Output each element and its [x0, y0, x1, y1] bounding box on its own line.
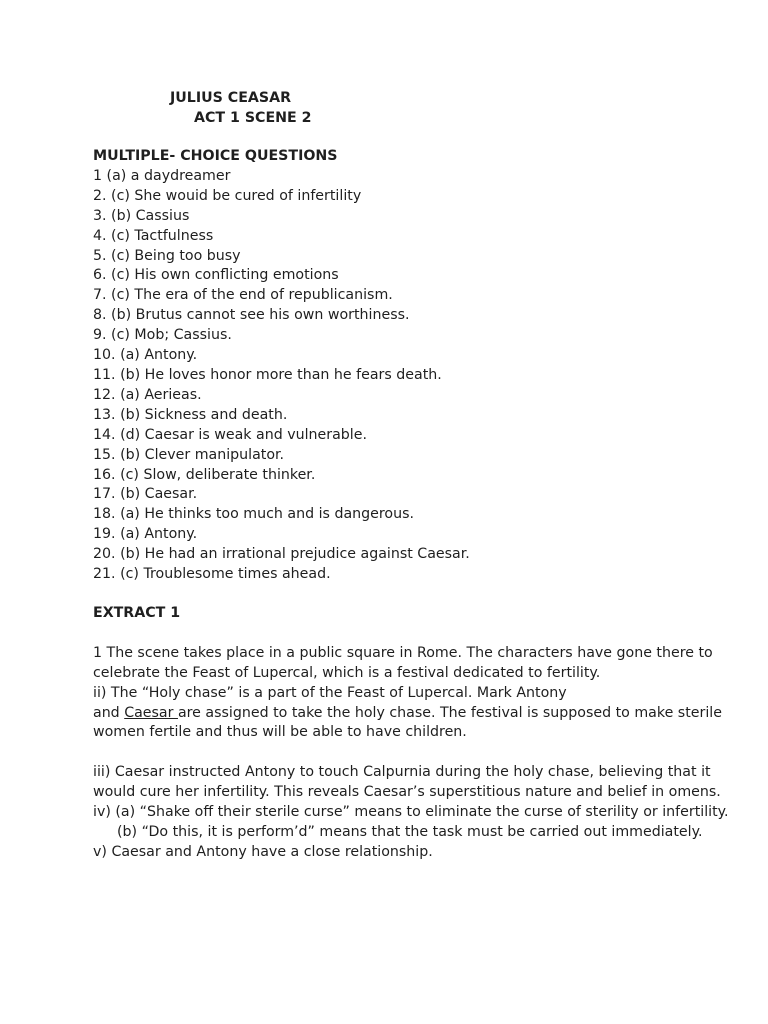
paragraph-gap	[93, 743, 733, 763]
mcq-answer: 19. (a) Antony.	[93, 526, 198, 543]
mcq-answer: 18. (a) He thinks too much and is dangerous.	[93, 506, 414, 523]
mcq-heading: MULTIPLE- CHOICE QUESTIONS	[93, 148, 338, 164]
mcq-answer: 9. (c) Mob; Cassius.	[93, 327, 232, 344]
mcq-answer: 15. (b) Clever manipulator.	[93, 446, 285, 463]
mcq-answer: 11. (b) He loves honor more than he fears death.	[93, 366, 442, 383]
extract-answer-4b: (b) “Do this, it is perform’d” means that the task must be carried out immediately.	[117, 823, 703, 840]
mcq-answer: 10. (a) Antony.	[93, 347, 198, 364]
mcq-section	[93, 147, 733, 585]
mcq-answer: 12. (a) Aerieas.	[93, 386, 202, 403]
mcq-answer: 4. (c) Tactfulness	[93, 227, 214, 244]
extract-section	[93, 604, 733, 863]
answer-2-prefix: and	[93, 704, 125, 721]
extract-answer-2	[93, 704, 733, 744]
mcq-answer: 14. (d) Caesar is weak and vulnerable.	[93, 426, 367, 443]
extract-answer-2-line1: ii) The “Holy chase” is a part of the Feast of Lupercal. Mark Antony	[93, 684, 567, 701]
underlined-caesar: Caesar	[124, 704, 178, 721]
mcq-answer: 6. (c) His own conflicting emotions	[93, 267, 339, 284]
extract-answer-5: v) Caesar and Antony have a close relationship.	[93, 843, 433, 860]
extract-answer-3: iii) Caesar instructed Antony to touch Calpurnia during the holy chase, believing that it would cure her infertility. This reveals Caesar’s superstitious nature and belief in omens.	[93, 764, 721, 801]
mcq-answer: 5. (c) Being too busy	[93, 247, 241, 264]
extract-heading: EXTRACT 1	[93, 605, 181, 621]
mcq-answer: 13. (b) Sickness and death.	[93, 406, 288, 423]
mcq-answer: 16. (c) Slow, deliberate thinker.	[93, 466, 316, 483]
document-subtitle: ACT 1 SCENE 2	[194, 110, 312, 126]
extract-answer-4a: iv) (a) “Shake off their sterile curse” means to eliminate the curse of sterility or infertility.	[93, 804, 729, 821]
mcq-answer: 1 (a) a daydreamer	[93, 167, 231, 184]
mcq-answer: 17. (b) Caesar.	[93, 486, 198, 503]
document-title: JULIUS CEASAR	[170, 90, 292, 106]
answer-2-rest: are assigned to take the holy chase. The festival is supposed to make sterile women fertile and thus will be able to have children.	[93, 704, 722, 741]
mcq-answer: 3. (b) Cassius	[93, 207, 190, 224]
mcq-answer: 7. (c) The era of the end of republicanism.	[93, 287, 393, 304]
mcq-answer: 21. (c) Troublesome times ahead.	[93, 566, 331, 583]
mcq-answer: 2. (c) She wouid be cured of infertility	[93, 187, 362, 204]
mcq-answer: 20. (b) He had an irrational prejudice against Caesar.	[93, 546, 470, 563]
mcq-answer: 8. (b) Brutus cannot see his own worthiness.	[93, 307, 410, 324]
extract-answer-1: 1 The scene takes place in a public square in Rome. The characters have gone there to celebrate the Feast of Lupercal, which is a festival dedicated to fertility.	[93, 644, 713, 681]
